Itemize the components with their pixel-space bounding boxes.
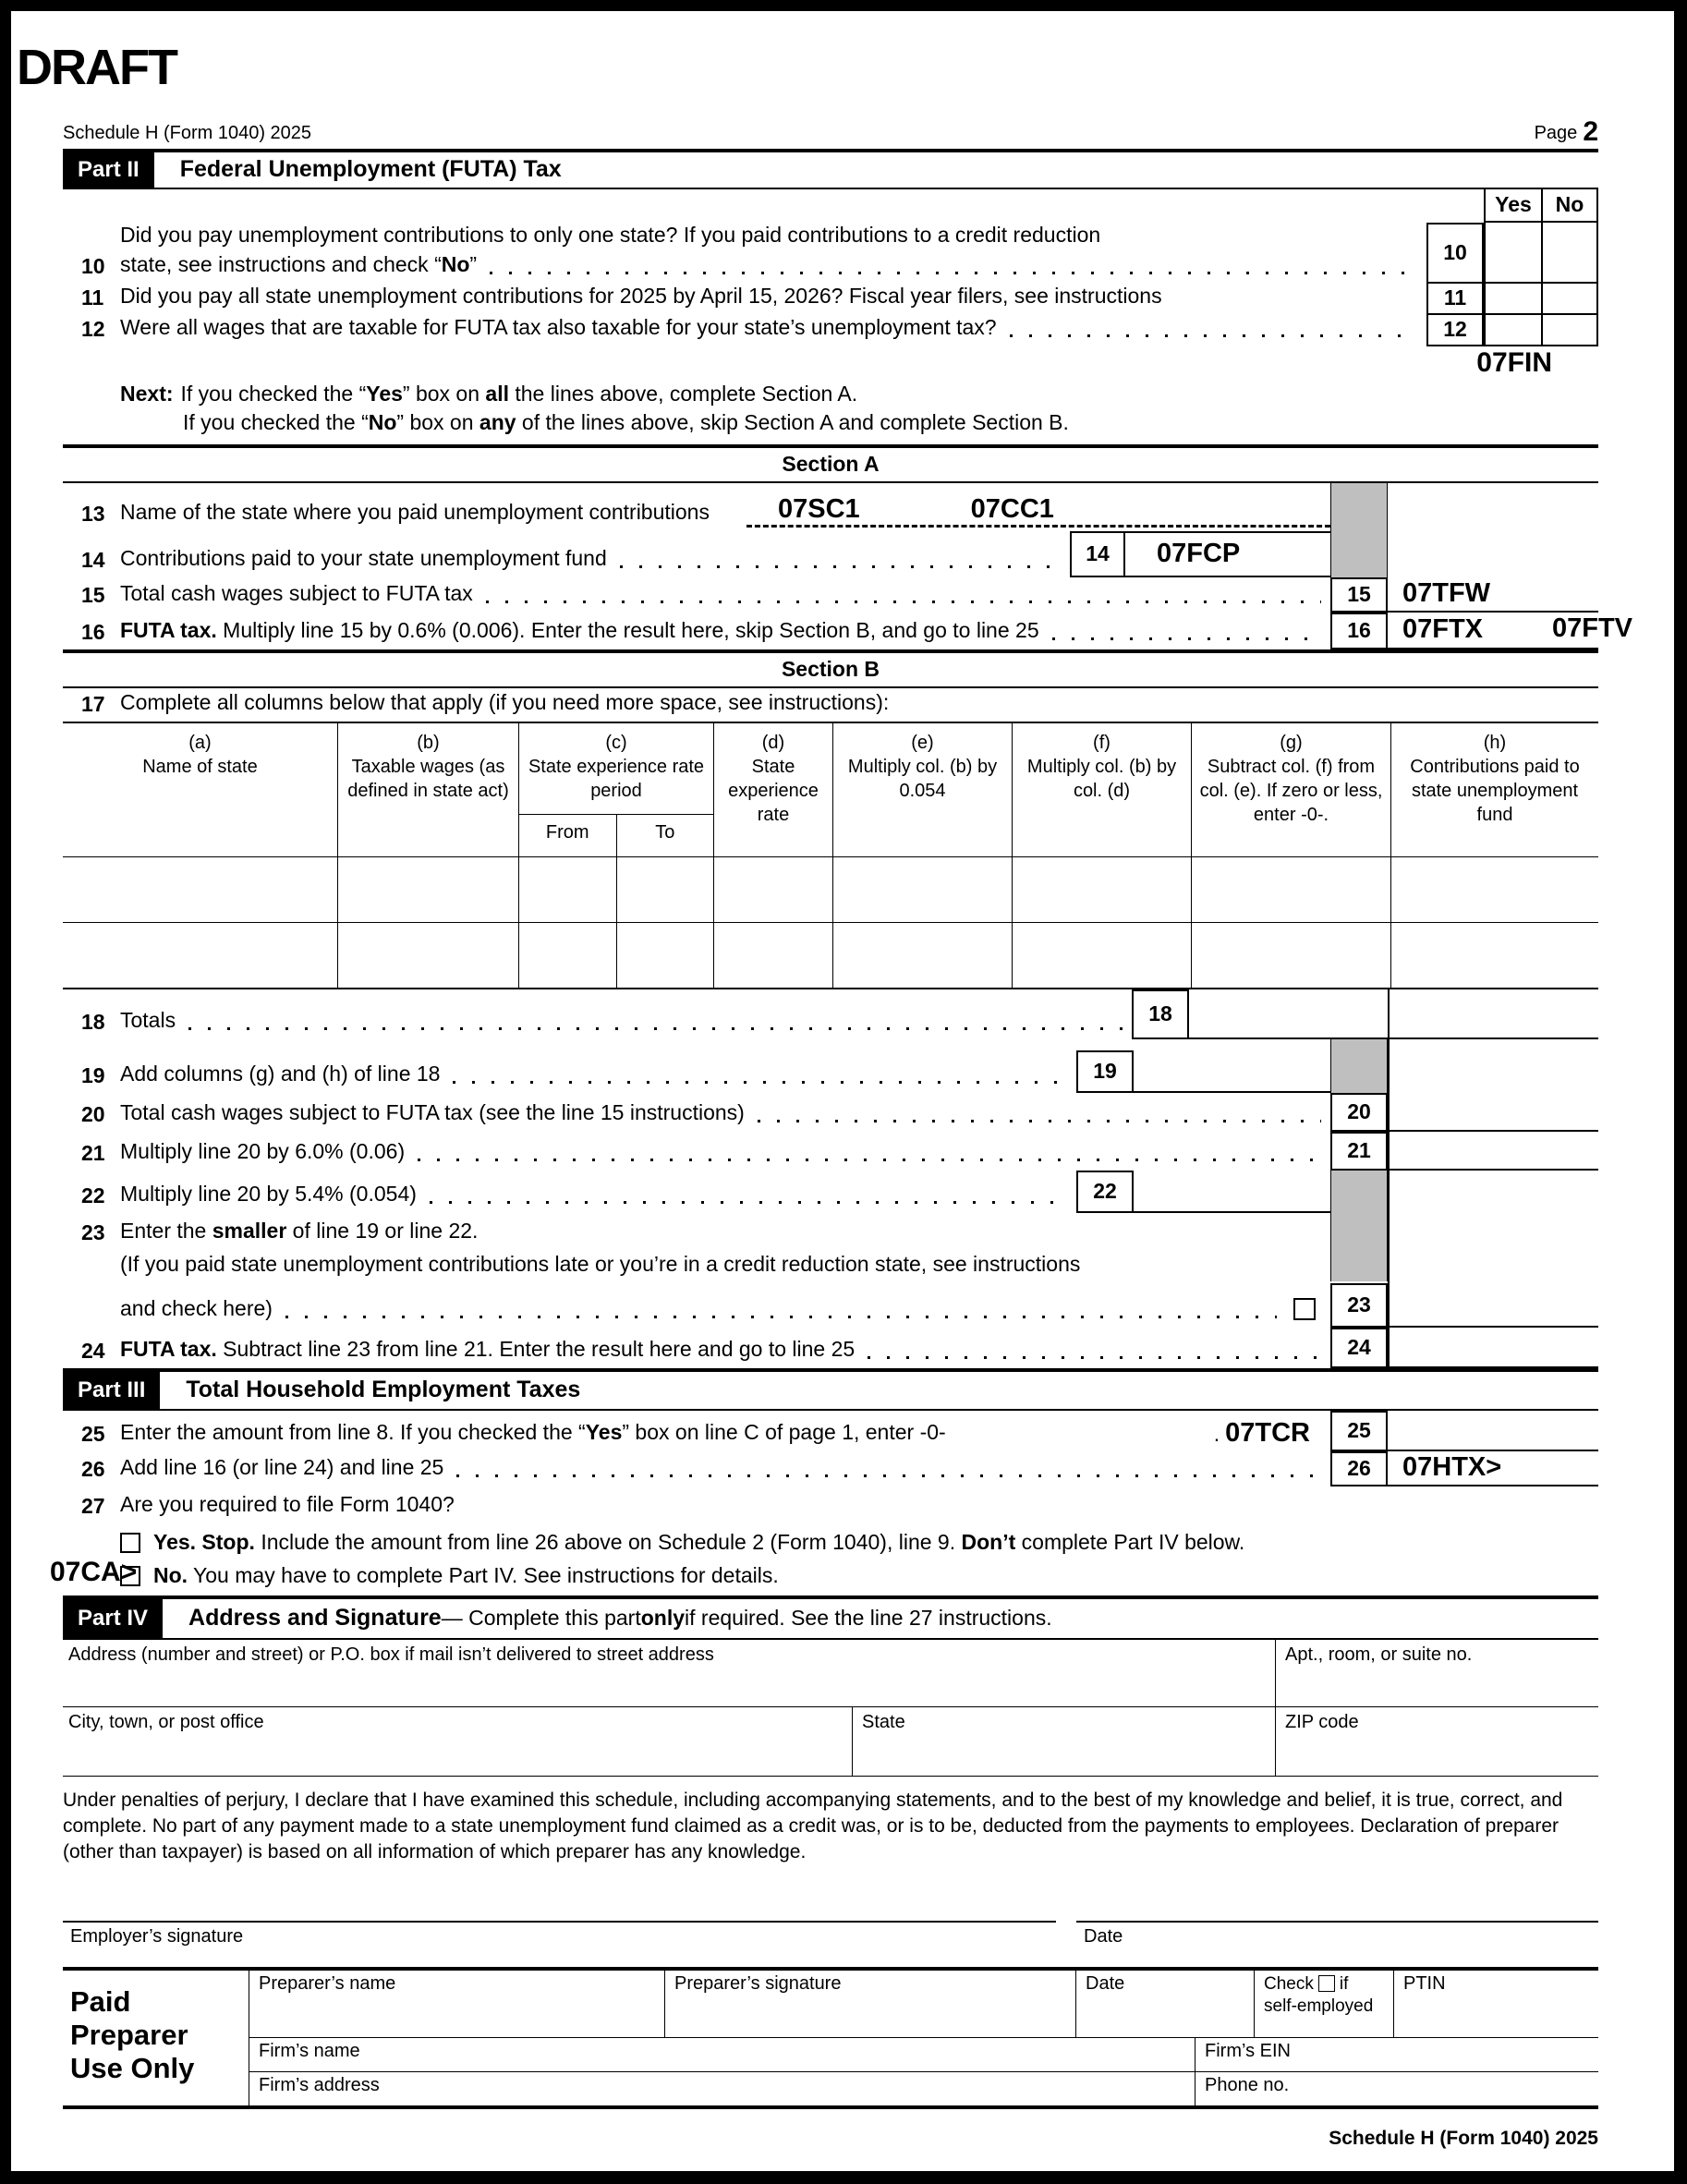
line-25-text: Enter the amount from line 8. If you checked the “Yes” box on line C of page 1, enter -0- [120,1419,946,1444]
line-23-note-2: and check here) [120,1295,273,1320]
line-22-23-gray-cell [1330,1171,1388,1281]
line-22-amount-cell[interactable] [1134,1171,1330,1213]
line-10-text-2: state, see instructions and check “No” [120,251,478,276]
part4-title: Address and Signature — Complete this part only if required. See the line 27 instructions. [188,1605,1052,1631]
line-24-number: 24 [81,1338,105,1363]
line-22-box-number: 22 [1076,1171,1134,1213]
row2-from-cell[interactable] [519,923,617,988]
line-14-leaders [620,565,1061,568]
row1-col-d-cell[interactable] [713,857,832,922]
line-12-row [63,315,1598,346]
line-22-text: Multiply line 20 by 5.4% (0.054) [120,1181,417,1206]
form-id-label: Schedule H (Form 1040) 2025 [63,122,312,143]
line-27-yes-text: Yes. Stop. Include the amount from line 26 above on Schedule 2 (Form 1040), line 9. Don’t complete Part IV below. [153,1529,1245,1554]
col-c-from-header: From [519,815,617,856]
line-18-amount-cell[interactable] [1189,989,1388,1039]
line-11-yes-cell[interactable] [1484,284,1541,315]
row2-col-g-cell[interactable] [1191,923,1390,988]
signature-date-label: Date [1084,1925,1123,1947]
line-25-amount-cell[interactable] [1388,1411,1598,1451]
line-23-text: Enter the smaller of line 19 or line 22. [120,1218,479,1243]
line-19-leaders [453,1081,1067,1084]
line-20-number: 20 [81,1101,105,1126]
city-label: City, town, or post office [68,1711,264,1732]
row1-to-cell[interactable] [617,857,714,922]
line-12-yes-cell[interactable] [1484,315,1541,346]
field-code-07fcp: 07FCP [1157,539,1241,568]
part2-label: Part II [63,152,154,188]
line-26-number: 26 [81,1456,105,1481]
line-27-row [63,1486,1598,1523]
part3-title: Total Household Employment Taxes [186,1377,581,1402]
col-b-header: (b) Taxable wages (as defined in state act) [337,723,518,856]
firm-ein-field[interactable] [1195,2038,1598,2071]
line-10-leaders [490,272,1417,274]
ptin-field[interactable] [1393,1971,1598,2037]
row1-from-cell[interactable] [519,857,617,922]
line-27-text: Are you required to file Form 1040? [120,1491,455,1516]
page-number: 2 [1583,116,1598,147]
line-23-note-1: (If you paid state unemployment contributions late or you’re in a credit reduction state, see instructions [120,1251,1081,1276]
field-code-07ftv: 07FTV [1552,613,1633,643]
line-24-amount-cell[interactable] [1388,1328,1598,1368]
line-19-box-number: 19 [1076,1050,1134,1093]
part2-bar [63,152,1598,189]
self-employed-cell: Check if self-employed [1254,1971,1393,2037]
line-24-row [63,1328,1598,1368]
line-27-yes-checkbox[interactable] [120,1533,140,1553]
line-21-box-number: 21 [1330,1132,1388,1171]
row2-col-h-cell[interactable] [1390,923,1598,988]
line-20-text: Total cash wages subject to FUTA tax (see the line 15 instructions) [120,1099,745,1124]
line-23-amount-cell[interactable] [1388,1283,1598,1328]
line-25-row [63,1411,1598,1451]
line-23-leaders [285,1316,1277,1318]
row2-col-e-cell[interactable] [832,923,1012,988]
section-a-gray-cell [1330,483,1388,577]
preparer-date-field[interactable] [1075,1971,1254,2037]
line-26-row [63,1451,1598,1486]
page-header [63,116,1598,149]
field-code-07tcr: 07TCR [1225,1417,1310,1448]
part4-label: Part IV [63,1599,163,1638]
line-17-row [63,688,1598,722]
col-a-header: (a) Name of state [142,732,258,777]
line-17-text: Complete all columns below that apply (if you need more space, see instructions): [120,689,890,714]
line-14-text: Contributions paid to your state unemployment fund [120,545,607,570]
phone-label: Phone no. [1205,2074,1290,2095]
line-21-leaders [418,1159,1321,1161]
page-word: Page [1534,122,1578,143]
line-12-number: 12 [81,316,105,341]
preparer-name-field[interactable] [249,1971,664,2037]
line-21-text: Multiply line 20 by 6.0% (0.06) [120,1138,406,1163]
yes-column-header: Yes [1484,189,1541,221]
line-27-yes-option [63,1523,1598,1557]
line-27-no-text: No. You may have to complete Part IV. See instructions for details. [153,1562,779,1587]
line-14-amount-cell[interactable] [1125,533,1330,576]
line-15-number: 15 [81,582,105,607]
line-20-box-number: 20 [1330,1093,1388,1132]
line-24-box-number: 24 [1330,1328,1388,1368]
field-code-07cc1: 07CC1 [970,493,1054,524]
preparer-date-label: Date [1086,1972,1125,1994]
line-11-no-cell[interactable] [1541,284,1598,315]
preparer-signature-label: Preparer’s signature [674,1972,842,1994]
footer-form-id: Schedule H (Form 1040) 2025 [1329,2127,1598,2149]
zip-field[interactable] [1275,1707,1598,1776]
section-b-table [63,722,1598,989]
line-10-row [63,223,1598,284]
line-19-gray-cell [1330,1039,1388,1093]
firm-name-field[interactable] [249,2038,1195,2071]
section-b-title: Section B [63,649,1598,688]
line-15-amount-cell[interactable] [1388,577,1598,613]
next-label: Next: [120,381,174,406]
firm-address-label: Firm’s address [259,2074,380,2095]
right-column-divider [1388,989,1390,1368]
line-15-text: Total cash wages subject to FUTA tax [120,580,473,605]
line-10-text-1: Did you pay unemployment contributions to only one state? If you paid contributions to a credit reduction [120,222,1101,247]
firm-ein-label: Firm’s EIN [1205,2040,1291,2061]
apt-label: Apt., room, or suite no. [1285,1644,1473,1665]
line-17-number: 17 [81,691,105,716]
line-25-number: 25 [81,1421,105,1446]
part2-title: Federal Unemployment (FUTA) Tax [179,156,562,182]
page-indicator [1534,116,1598,147]
row1-col-b-cell[interactable] [337,857,518,922]
row2-col-f-cell[interactable] [1012,923,1191,988]
apt-field[interactable] [1275,1640,1598,1706]
line-21-number: 21 [81,1140,105,1165]
address-table [63,1640,1598,1777]
line-19-text: Add columns (g) and (h) of line 18 [120,1061,441,1086]
line-20-row [63,1093,1598,1132]
line-16-amount-cell[interactable] [1388,613,1633,649]
perjury-statement: Under penalties of perjury, I declare that I have examined this schedule, including accompanying statements, and to the best of my knowledge and belief, it is true, correct, and complete. No part of any payment made to a state unemployment fund claimed as a credit was, or is to be, deducted from the payments to employees. Declaration of preparer (other than taxpayer) is based on all information of which preparer has any knowledge. [63,1789,1563,1862]
line-24-text: FUTA tax. Subtract line 23 from line 21. Enter the result here and go to line 25 [120,1336,856,1361]
line-18-right-cell [1388,989,1598,1039]
preparer-signature-field[interactable] [664,1971,1075,2037]
employer-signature-label: Employer’s signature [70,1925,244,1947]
preparer-name-label: Preparer’s name [259,1972,396,1994]
address-label: Address (number and street) or P.O. box if mail isn’t delivered to street address [68,1644,714,1665]
line-11-number: 11 [81,285,104,309]
line-14-box-number: 14 [1072,533,1125,576]
part4-bar [63,1596,1598,1640]
line-25-box-number: 25 [1330,1411,1388,1451]
yes-no-header [63,189,1598,223]
table-row [63,856,1598,922]
line-23-number: 23 [81,1219,105,1244]
row2-col-d-cell[interactable] [713,923,832,988]
line-11-row [63,284,1598,315]
col-d-header: (d) State experience rate [713,723,832,856]
line-18-row [63,989,1598,1039]
row1-col-g-cell[interactable] [1191,857,1390,922]
line-12-text: Were all wages that are taxable for FUTA tax also taxable for your state’s unemployment tax? [120,314,997,339]
row2-col-a-cell[interactable] [63,923,337,988]
line-21-amount-cell[interactable] [1388,1132,1598,1171]
line-18-leaders [188,1027,1123,1030]
line-15-row [63,577,1598,613]
line-27-number: 27 [81,1493,105,1518]
address-field[interactable] [63,1640,1275,1706]
ptin-label: PTIN [1403,1972,1446,1994]
self-employed-checkbox[interactable] [1318,1975,1335,1992]
line-19-number: 19 [81,1062,105,1087]
next-instruction-1: Next: If you checked the “Yes” box on all the lines above, complete Section A. [63,380,1598,408]
part3-bar [63,1368,1598,1411]
line-23-note-row-2 [63,1283,1598,1328]
line-18-box-number: 18 [1132,989,1189,1039]
table-row [63,922,1598,988]
next-instruction-2: If you checked the “No” box on any of the lines above, skip Section A and complete Section B. [183,409,1069,434]
line-26-text: Add line 16 (or line 24) and line 25 [120,1454,444,1479]
row1-col-h-cell[interactable] [1390,857,1598,922]
line-13-number: 13 [81,501,105,526]
zip-label: ZIP code [1285,1711,1359,1732]
line-18-number: 18 [81,1009,105,1034]
signature-row [63,1921,1598,1961]
line-10-box-number: 10 [1426,223,1484,284]
paid-preparer-block [63,1967,1598,2109]
state-field[interactable] [852,1707,1275,1776]
line-14-entry-box [1070,531,1330,577]
line-27-no-option [50,1556,1598,1590]
line-10-yes-cell[interactable] [1484,223,1541,284]
line-18-text: Totals [120,1007,176,1032]
line-19-amount-cell[interactable] [1134,1050,1330,1093]
firm-name-label: Firm’s name [259,2040,360,2061]
line-11-text: Did you pay all state unemployment contributions for 2025 by April 15, 2026? Fiscal year filers, see instructions [120,283,1162,308]
row2-to-cell[interactable] [617,923,714,988]
field-code-07tfw: 07TFW [1402,578,1491,608]
row2-col-b-cell[interactable] [337,923,518,988]
line-16-row [63,613,1633,649]
line-23-box-number: 23 [1330,1283,1388,1328]
firm-address-field[interactable] [249,2072,1195,2105]
field-code-07fin: 07FIN [1476,346,1552,378]
line-14-number: 14 [81,547,105,572]
state-label: State [862,1711,905,1732]
line-10-no-cell[interactable] [1541,223,1598,284]
line-13-state-field[interactable] [746,488,1330,528]
section-a-title: Section A [63,444,1598,483]
line-25-leader-dot: . [1213,1421,1220,1446]
col-g-header: (g) Subtract col. (f) from col. (e). If zero or less, enter -0-. [1191,723,1390,856]
city-field[interactable] [63,1707,852,1776]
section-b-lines-18-24 [63,989,1598,1368]
line-16-number: 16 [81,619,105,644]
line-15-box-number: 15 [1330,577,1388,613]
signature-date-field[interactable] [1076,1921,1598,1961]
form-content [50,11,1633,2150]
col-f-header: (f) Multiply col. (b) by col. (d) [1012,723,1191,856]
section-b-table-header [63,723,1598,856]
col-c-header: (c) State experience rate period From To [518,723,713,856]
line-10-number: 10 [81,253,105,278]
field-code-07ca: 07CA> [50,1556,138,1587]
line-26-box-number: 26 [1330,1451,1388,1486]
no-column-header: No [1541,189,1598,221]
row1-col-f-cell[interactable] [1012,857,1191,922]
line-16-text: FUTA tax. Multiply line 15 by 0.6% (0.006). Enter the result here, skip Section B, and go to line 25 [120,617,1039,642]
col-c-to-header: To [655,821,675,843]
line-11-box-number: 11 [1426,284,1484,315]
line-12-no-cell[interactable] [1541,315,1598,346]
row1-col-a-cell[interactable] [63,857,337,922]
line-15-leaders [486,601,1321,603]
line-22-number: 22 [81,1183,105,1207]
paid-preparer-label: Paid Preparer Use Only [63,1971,249,2105]
line-20-leaders [758,1120,1321,1122]
line-12-box-number: 12 [1426,315,1484,346]
line-23-checkbox[interactable] [1293,1298,1316,1320]
employer-signature-field[interactable] [63,1921,1056,1961]
part3-label: Part III [63,1372,160,1409]
line-12-leaders [1010,334,1417,337]
line-16-box-number: 16 [1330,613,1388,649]
line-26-leaders [456,1474,1321,1477]
line-22-leaders [430,1201,1067,1204]
line-21-row [63,1132,1598,1171]
col-e-header: (e) Multiply col. (b) by 0.054 [832,723,1012,856]
row1-col-e-cell[interactable] [832,857,1012,922]
section-a-rows-13-14 [63,483,1598,577]
field-code-07sc1: 07SC1 [777,493,860,524]
field-code-07ftx: 07FTX [1402,614,1484,644]
line-16-leaders [1052,637,1321,640]
line-13-text: Name of the state where you paid unemployment contributions [120,499,710,524]
line-20-amount-cell[interactable] [1388,1093,1598,1132]
phone-field[interactable] [1195,2072,1598,2105]
field-code-07htx: 07HTX> [1402,1452,1502,1482]
line-26-amount-cell[interactable] [1388,1451,1598,1486]
line-24-leaders [868,1356,1321,1359]
col-h-header: (h) Contributions paid to state unemployment fund [1390,723,1598,856]
draft-watermark: DRAFT [17,40,176,95]
